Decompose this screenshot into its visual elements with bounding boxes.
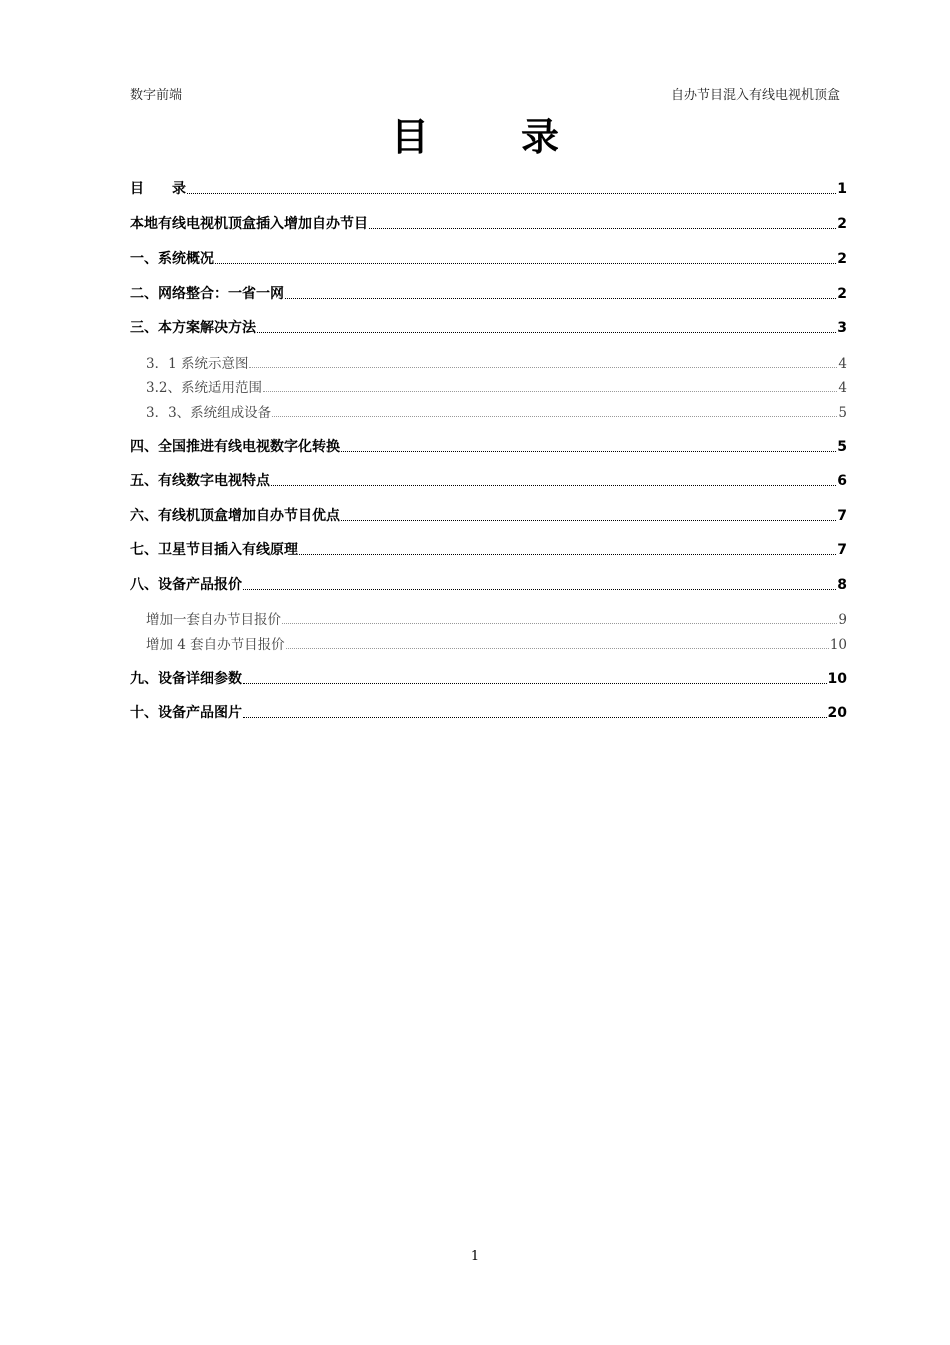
toc-entry[interactable] — [130, 470, 847, 490]
toc-leader-dots — [243, 716, 827, 718]
toc-entry-page: 9 — [838, 612, 847, 628]
toc-entry-page: 7 — [837, 542, 847, 558]
toc-entry-label: 3．1 系统示意图 — [146, 356, 249, 372]
toc-entry-page: 10 — [827, 671, 847, 687]
toc-entry-page: 1 — [837, 181, 847, 197]
toc-leader-dots — [272, 415, 837, 417]
toc-entry[interactable] — [130, 213, 847, 233]
toc-entry-label: 本地有线电视机顶盒插入增加自办节目 — [130, 216, 368, 232]
toc-entry-label: 七、卫星节目插入有线原理 — [130, 542, 298, 558]
toc-leader-dots — [369, 227, 836, 229]
toc-leader-dots — [187, 192, 836, 194]
toc-entry-label: 3．3、系统组成设备 — [146, 405, 272, 421]
toc-entry[interactable] — [130, 248, 847, 268]
toc-entry-page: 8 — [837, 577, 847, 593]
toc-leader-dots — [341, 450, 836, 452]
toc-entry-label: 九、设备详细参数 — [130, 671, 242, 687]
toc-entry[interactable] — [146, 376, 847, 396]
toc-leader-dots — [341, 519, 836, 521]
toc-entry-label: 增加一套自办节目报价 — [146, 612, 281, 628]
page-title: 目录 — [390, 115, 651, 159]
toc-leader-dots — [243, 588, 836, 590]
toc-entry-page: 5 — [837, 439, 847, 455]
toc-entry-page: 2 — [837, 251, 847, 267]
toc-leader-dots — [243, 682, 827, 684]
toc-entry-label: 十、设备产品图片 — [130, 705, 242, 721]
toc-entry[interactable] — [130, 702, 847, 722]
toc-leader-dots — [286, 647, 829, 649]
toc-entry-page: 2 — [837, 216, 847, 232]
toc-entry[interactable] — [130, 436, 847, 456]
toc-entry-page: 20 — [827, 705, 847, 721]
toc-leader-dots — [271, 484, 836, 486]
header-left-text: 数字前端 — [130, 88, 183, 103]
toc-entry-page: 3 — [837, 320, 847, 336]
toc-entry-page: 5 — [838, 405, 847, 421]
toc-entry-page: 2 — [837, 286, 847, 302]
toc-leader-dots — [257, 331, 836, 333]
toc-entry-label: 目 录 — [130, 181, 186, 197]
header-right-text: 自办节目混入有线电视机顶盒 — [670, 88, 840, 103]
toc-entry-label: 二、网络整合：一省一网 — [130, 286, 284, 302]
toc-leader-dots — [249, 366, 837, 368]
toc-entry-label: 三、本方案解决方法 — [130, 320, 256, 336]
page-number: 1 — [470, 1249, 480, 1264]
toc-entry-label: 六、有线机顶盒增加自办节目优点 — [130, 508, 340, 524]
toc-leader-dots — [282, 622, 837, 624]
toc-entry[interactable] — [130, 317, 847, 337]
toc-leader-dots — [285, 297, 836, 299]
toc-entry-label: 八、设备产品报价 — [130, 577, 242, 593]
toc-entry-page: 4 — [838, 356, 847, 372]
toc-leader-dots — [263, 390, 837, 392]
toc-entry[interactable] — [130, 505, 847, 525]
toc-entry-page: 10 — [829, 637, 847, 653]
toc-entry[interactable] — [146, 608, 847, 628]
toc-leader-dots — [299, 553, 836, 555]
toc-entry-page: 4 — [838, 380, 847, 396]
toc-entry[interactable] — [130, 178, 847, 198]
toc-entry-page: 7 — [837, 508, 847, 524]
toc-entry[interactable] — [130, 668, 847, 688]
toc-entry-label: 四、全国推进有线电视数字化转换 — [130, 439, 340, 455]
toc-entry[interactable] — [130, 574, 847, 594]
toc-entry-label: 3.2、系统适用范围 — [146, 380, 262, 396]
toc-entry-label: 五、有线数字电视特点 — [130, 473, 270, 489]
toc-entry[interactable] — [146, 633, 847, 653]
toc-entry-label: 增加 4 套自办节目报价 — [146, 637, 285, 653]
toc-entry[interactable] — [146, 352, 847, 372]
toc-entry[interactable] — [146, 401, 847, 421]
toc-entry-label: 一、系统概况 — [130, 251, 214, 267]
toc-entry[interactable] — [130, 283, 847, 303]
toc-entry-page: 6 — [837, 473, 847, 489]
toc-leader-dots — [215, 262, 836, 264]
toc-entry[interactable] — [130, 539, 847, 559]
